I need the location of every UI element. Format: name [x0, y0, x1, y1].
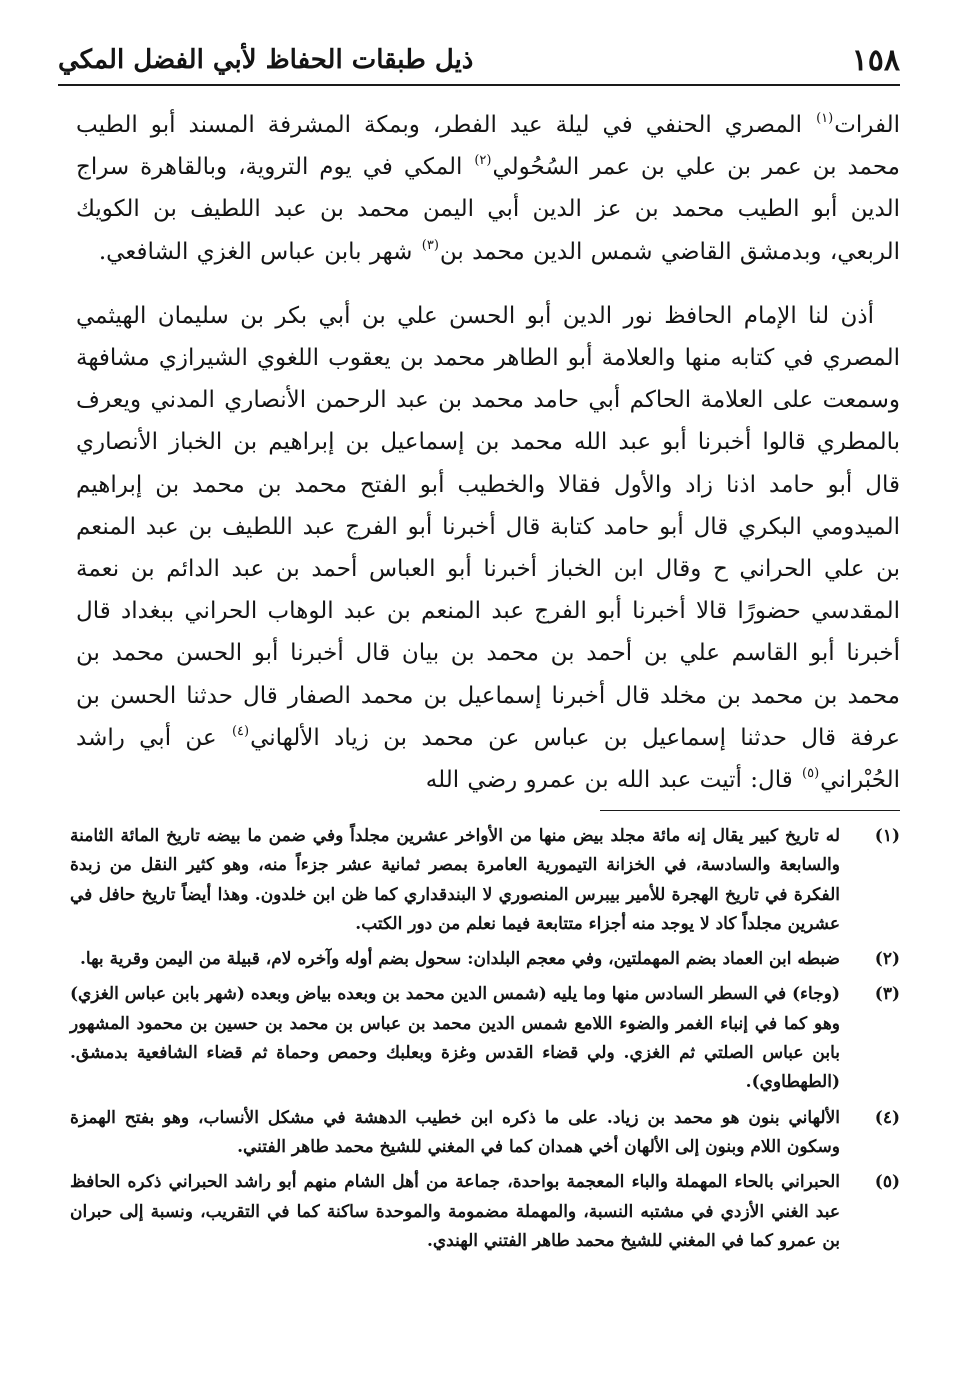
footnote-4 — [70, 1104, 900, 1163]
footnote-5 — [70, 1168, 900, 1256]
footnote-number: (١) — [874, 826, 900, 846]
footnote-ref-1: (١) — [816, 111, 834, 126]
footnote-number: (٣) — [874, 984, 900, 1005]
paragraph-2 — [76, 295, 900, 801]
footnote-ref-4: (٤) — [231, 723, 250, 739]
footnote-2 — [70, 945, 900, 974]
footnote-number: (٤) — [874, 1107, 900, 1128]
p2-text-1: أذن لنا الإمام الحافظ نور الدين أبو الحسن علي بن أبي بكر بن سليمان الهيثمي المصري في كتابه منها والعلامة أبو الطاهر محمد بن يعقوب اللغوي الشيرازي مشافهة وسمعت على العلامة الحاكم أبي حامد محمد بن عبد الرحمن الأنصاري المدني ويعرف بالمطري قالوا أخبرنا أبو عبد الله محمد بن إسماعيل بن إبراهيم بن الخباز الأنصاري قال أبو حامد اذنا زاد والأول فقالا والخطيب أبو الفتح محمد بن محمد بن إبراهيم الميدومي البكري قال أبو حامد كتابة قال أخبرنا أبو الفرج عبد اللطيف بن عبد المنعم بن علي الحراني ح وقال ابن الخباز أخبرنا أبو العباس أحمد بن عبد الدائم بن نعمة المقدسي حضورًا قالا أخبرنا أبو الفرج عبد المنعم بن عبد الوهاب الحراني ببغداد قال أخبرنا أبو القاسم علي بن أحمد بن محمد بن بيان قال أخبرنا أبو الحسن محمد بن محمد بن محمد بن مخلد قال أخبرنا إسماعيل بن محمد الصفار قال حدثنا الحسن بن عرفة قال حدثنا إسماعيل بن عباس عن محمد بن زياد الألهاني — [76, 302, 901, 751]
p1-text-4: شهر بابن عباس الغزي الشافعي. — [98, 238, 421, 265]
p2-text-2: عن أبي راشد الحُبْراني — [76, 724, 900, 794]
paragraph-1 — [76, 104, 900, 273]
p1-text-2: المصري الحنفي في ليلة عيد الفطر، وبمكة المشرفة المسند أبو الطيب محمد بن عمر بن علي بن عمر السُحُولي — [76, 112, 900, 181]
footnote-separator — [600, 810, 900, 811]
footnote-ref-2: (٢) — [474, 153, 492, 169]
footnotes — [70, 822, 900, 1262]
footnote-text: (وجاء) في السطر السادس منها وما يليه (شمس الدين محمد بن وبعده بياض وبعده (شهر بابن عباس الغزي) وهو كما في إنباء الغمر والضوء اللامع شمس الدين محمد بن عباس بن محمد بن حسين بن محمود المشهور بابن عباس الصلتي ثم الغزي. ولي قضاء القدس وغزة وبعلبك وحمص وحماة ثم قضاء الشافعية بدمشق. (الطهطاوي). — [70, 984, 841, 1093]
footnote-text: ضبطه ابن العماد بضم المهملتين، وفي معجم البلدان: سحول بضم أوله وآخره لام، قبيلة من اليمن وقرية بها. — [80, 949, 840, 970]
footnote-1 — [70, 822, 900, 939]
footnote-3 — [70, 980, 900, 1097]
footnote-ref-3: (٣) — [421, 237, 439, 253]
footnote-number: (٥) — [874, 1172, 900, 1193]
footnote-text: الألهاني بنون هو محمد بن زياد. على ما ذكره ابن خطيب الدهشة في مشكل الأنساب، وهو بفتح الهمزة وسكون اللام وبنون إلى الألهان أخي همدان كما في المغني للشيخ محمد طاهر الفتني. — [70, 1107, 840, 1157]
running-title: ذيل طبقات الحفاظ لأبي الفضل المكي — [58, 45, 474, 75]
footnote-ref-5: (٥) — [802, 766, 820, 782]
page-header — [58, 36, 900, 86]
p2-text-3: قال: أتيت عبد الله بن عمرو رضي الله — [425, 767, 802, 794]
page-number: ١٥٨ — [851, 42, 900, 78]
main-text — [76, 104, 900, 801]
footnote-text: له تاريخ كبير يقال إنه مائة مجلد بيض منها من الأواخر عشرين مجلداً وفي ضمن ما بيضه تاريخ المائة الثامنة والسابعة والسادسة، في الخزانة التيمورية العامرة بمصر ثمانية عشر جزءاً منه، وهو كثير النقل من زبدة الفكرة في تاريخ الهجرة للأمير بيبرس المنصوري لا البندقداري كما ظن ابن خلدون. وهذا أيضاً تاريخ حافل في عشرين مجلداً كاد لا يوجد منه أجزاء متتابعة فيما نعلم من دور الكتب. — [70, 826, 840, 934]
footnote-text: الحبراني بالحاء المهملة والباء المعجمة بواحدة، جماعة من أهل الشام منهم أبو راشد الحبراني ذكره الحافظ عبد الغني الأزدي في مشتبه النسبة، والمهملة مضمومة والموحدة ساكنة كما في التقريب، ونسبة إلى حبران بن عمرو كما في المغني للشيخ محمد طاهر الفتني الهندي. — [70, 1172, 840, 1251]
p1-text-1: الفرات — [834, 112, 900, 138]
footnote-number: (٢) — [874, 949, 900, 970]
p1-text-3: المكي في يوم التروية، وبالقاهرة سراج الدين أبو الطيب محمد بن عز الدين أبي اليمن محمد بن عبد اللطيف بن الكويك الربعي، وبدمشق القاضي شمس الدين محمد بن — [76, 154, 900, 265]
